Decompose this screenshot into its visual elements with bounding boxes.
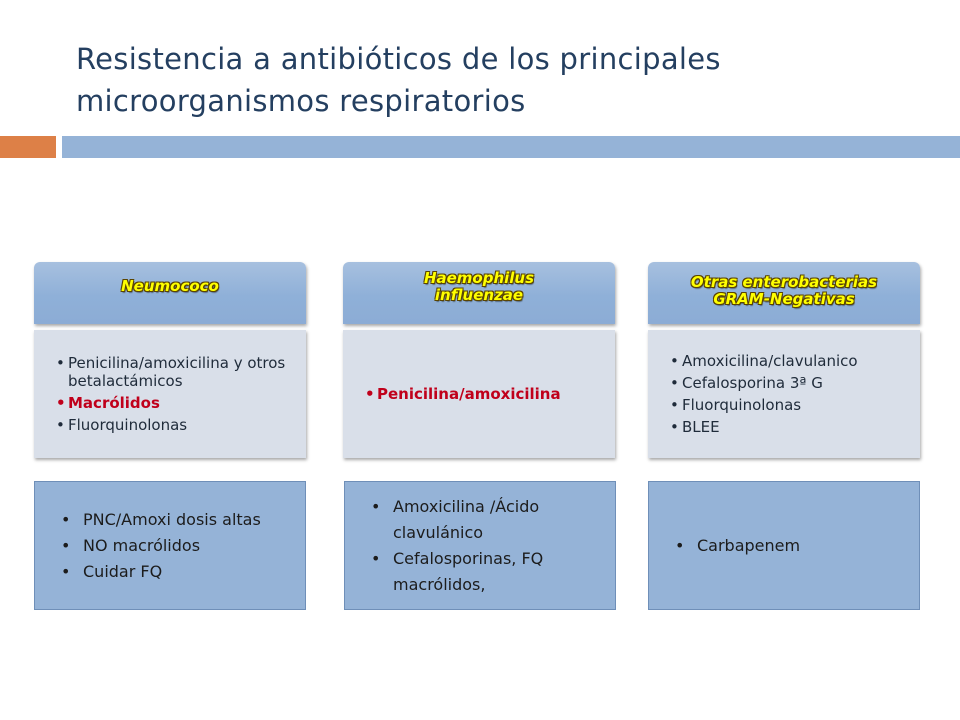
note-item: • Carbapenem — [675, 533, 909, 559]
slide-title: Resistencia a antibióticos de los principales microorganismos respiratorios — [76, 42, 721, 118]
card-enterobacterias — [648, 262, 920, 436]
note-box-neumococo — [34, 481, 306, 610]
accent-bar-blue — [62, 136, 960, 158]
list-item: • Fluorquinolonas — [56, 416, 292, 434]
card-header — [648, 262, 920, 324]
note-item: • PNC/Amoxi dosis altas — [61, 507, 295, 533]
card-header — [34, 262, 306, 324]
list-item: • Cefalosporina 3ª G — [670, 374, 906, 392]
note-list — [61, 507, 295, 585]
note-item: • NO macrólidos — [61, 533, 295, 559]
list-item: • Fluorquinolonas — [670, 396, 906, 414]
note-item: • Cuidar FQ — [61, 559, 295, 585]
card-header — [343, 262, 615, 324]
accent-bar-orange — [0, 136, 56, 158]
resistance-list — [670, 348, 906, 440]
resistance-list — [365, 381, 601, 407]
card-header-label: Neumococo — [121, 277, 219, 295]
card-haemophilus — [343, 262, 615, 403]
list-item: • BLEE — [670, 418, 906, 436]
list-item: • Penicilina/amoxicilina y otros betalactámicos — [56, 354, 292, 390]
note-box-haemophilus — [344, 481, 616, 610]
resistance-list — [56, 350, 292, 438]
list-item-highlight: • Penicilina/amoxicilina — [365, 385, 601, 403]
card-neumococo — [34, 262, 306, 434]
note-list — [675, 533, 909, 559]
list-item-highlight: • Macrólidos — [56, 394, 292, 412]
card-header-label: Otras enterobacterias GRAM-Negativas — [690, 273, 878, 308]
card-body — [34, 330, 306, 458]
card-header-label: Haemophilus influenzae — [423, 269, 535, 304]
note-list — [371, 494, 605, 598]
note-item: • Amoxicilina /Ácido clavulánico — [371, 494, 605, 546]
card-body — [648, 330, 920, 458]
list-item: • Amoxicilina/clavulanico — [670, 352, 906, 370]
note-item: • Cefalosporinas, FQ macrólidos, — [371, 546, 605, 598]
card-body — [343, 330, 615, 458]
note-box-enterobacterias — [648, 481, 920, 610]
